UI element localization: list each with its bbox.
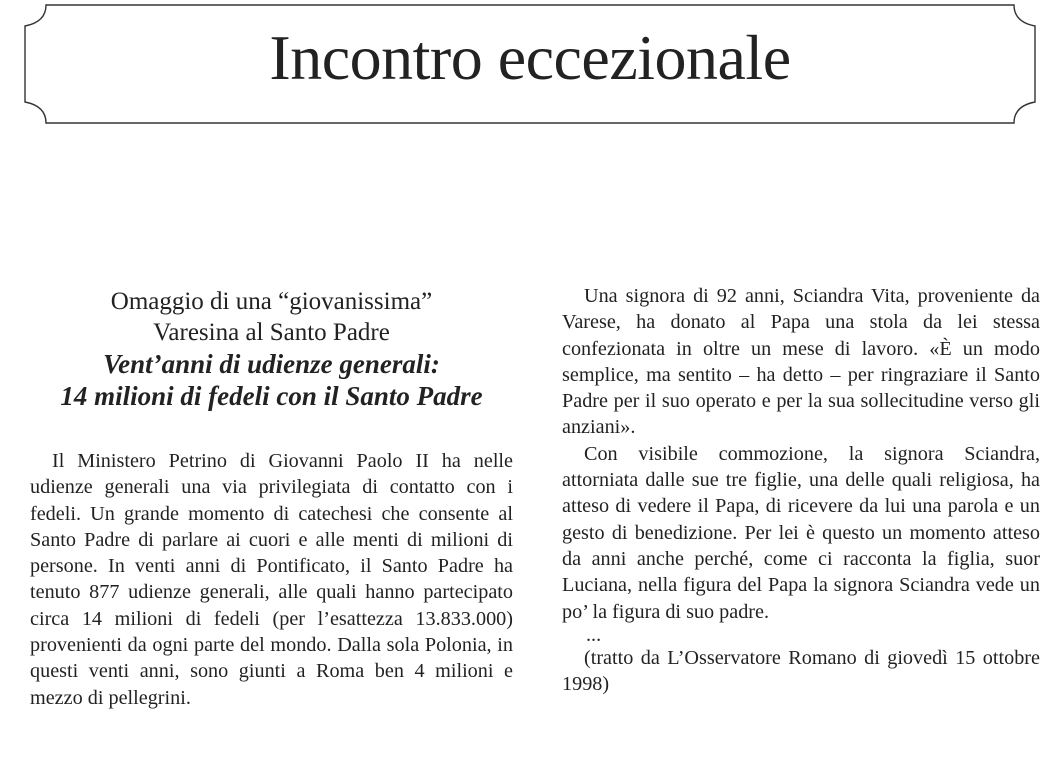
- omission-ellipsis: ...: [586, 623, 602, 646]
- headline-line-3: Vent’anni di udienze generali:: [103, 349, 440, 379]
- title-banner: [24, 4, 1036, 124]
- page-title: Incontro eccezionale: [269, 22, 791, 93]
- body-paragraph-2: Con visibile commozione, la signora Sciandra, attorniata dalle sue tre figlie, una delle quali religiosa, ha atteso di vedere il Papa, di ricevere da lui una parola e un gesto di benedizione. Per lei è questo un momento atteso da anni anche perché, come ci racconta la figlia, suor Luciana, nella figura del Papa la signora Sciandra vede un po’ la figura di suo padre.: [562, 442, 1040, 623]
- headline-line-2: Varesina al Santo Padre: [153, 319, 390, 346]
- left-column: [30, 286, 513, 711]
- body-paragraph-left: Il Ministero Petrino di Giovanni Paolo II ha nelle udienze generali una via privilegiata di contatto con i fedeli. Un grande momento di catechesi che consente al Santo Padre di parlare ai cuori e alle menti di milioni di persone. In venti anni di Pontificato, il Santo Padre ha tenuto 877 udienze generali, alle quali hanno partecipato circa 14 milioni di fedeli (per l’esattezza 13.833.000) provenienti da ogni parte del mondo. Dalla sola Polonia, in questi venti anni, sono giunti a Roma ben 4 milioni e mezzo di pellegrini.: [30, 450, 513, 709]
- article-headline: [30, 286, 513, 412]
- source-citation: (tratto da L’Osservatore Romano di giovedì 15 ottobre 1998): [562, 646, 1040, 696]
- right-column: [562, 283, 1040, 697]
- headline-line-4: 14 milioni di fedeli con il Santo Padre: [60, 381, 483, 411]
- body-paragraph-1: Una signora di 92 anni, Sciandra Vita, proveniente da Varese, ha donato al Papa una stola da lei stessa confezionata in oltre un mese di lavoro. «È un modo semplice, ma sentito – ha detto – per ringraziare il Santo Padre per il suo operato e per la sua sollecitudine verso gli anziani».: [562, 285, 1040, 439]
- headline-line-1: Omaggio di una “giovanissima”: [110, 288, 433, 315]
